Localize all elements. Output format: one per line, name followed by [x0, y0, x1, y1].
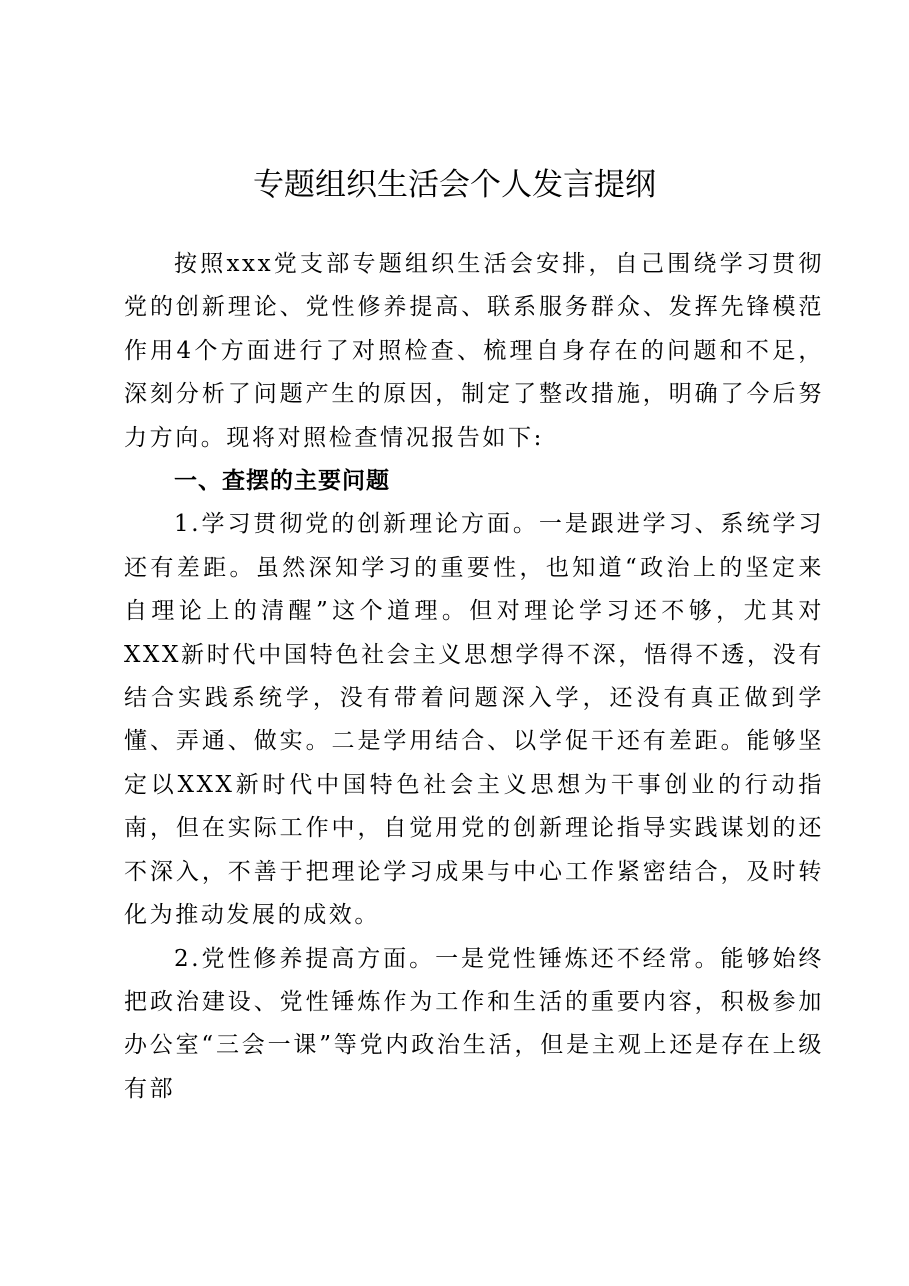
item-paragraph-1: 1.学习贯彻党的创新理论方面。一是跟进学习、系统学习还有差距。虽然深知学习的重要性，也知道“政治上的坚定来自理论上的清醒”这个道理。但对理论学习还不够，尤其对XXX新时代中国特色社会主义思想学得不深，悟得不透，没有结合实践系统学，没有带着问题深入学，还没有真正做到学懂、弄通、做实。二是学用结合、以学促干还有差距。能够坚定以XXX新时代中国特色社会主义思想为干事创业的行动指南，但在实际工作中，自觉用党的创新理论指导实践谋划的还不深入，不善于把理论学习成果与中心工作紧密结合，及时转化为推动发展的成效。 — [124, 511, 824, 929]
item-paragraph-2: 2.党性修养提高方面。一是党性锤炼还不经常。能够始终把政治建设、党性锤炼作为工作和生活的重要内容，积极参加办公室“三会一课”等党内政治生活，但是主观上还是存在上级有部 — [124, 945, 824, 1102]
document-title: 专题组织生活会个人发言提纲 — [253, 167, 656, 203]
document-body — [124, 243, 824, 1111]
section-heading: 一、查摆的主要问题 — [174, 468, 390, 495]
intro-paragraph: 按照xxx党支部专题组织生活会安排，自己围绕学习贯彻党的创新理论、党性修养提高、联系服务群众、发挥先锋模范作用4个方面进行了对照检查、梳理自身存在的问题和不足，深刻分析了问题产生的原因，制定了整改措施，明确了今后努力方向。现将对照检查情况报告如下: — [124, 251, 824, 451]
